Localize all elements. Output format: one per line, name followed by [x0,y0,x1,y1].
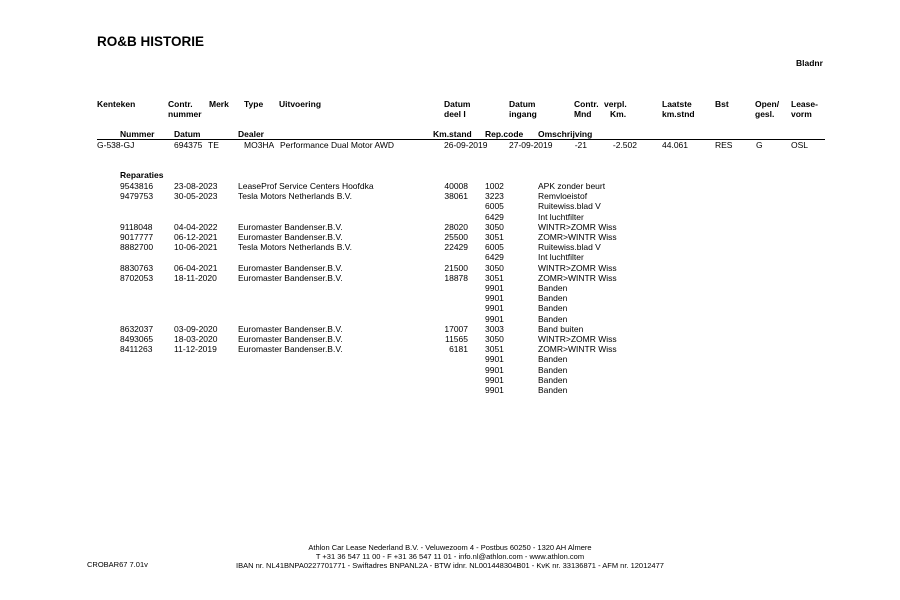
header-merk: Merk [209,99,229,109]
repair-datum: 04-04-2022 [174,221,218,232]
repair-nummer: 8632037 [120,323,154,334]
repair-repcode: 3050 [485,221,504,232]
repair-omschrijving: WINTR>ZOMR Wiss [538,334,617,344]
header-datum-deel-1: Datum [444,99,471,109]
repair-repcode: 3050 [485,262,504,273]
footer-contact: T +31 36 547 11 00 - F +31 36 547 11 01 - info.nl@athlon.com - www.athlon.com [315,552,585,561]
repair-datum: 23-08-2023 [174,181,218,191]
header-type: Type [244,99,264,109]
header-laatste-kmstnd-1: Laatste [662,99,692,109]
repair-repcode: 9901 [485,374,504,385]
header-uitvoering: Uitvoering [279,99,322,109]
repair-kmstand: 6181 [449,344,468,355]
repairs-section-label: Reparaties [120,170,164,180]
repair-nummer: 8882700 [120,242,154,253]
repair-dealer: Tesla Motors Netherlands B.V. [238,191,353,202]
header-contract-nummer-1: Contr. [168,99,193,109]
repair-nummer: 8411263 [120,344,153,355]
repair-repcode: 6429 [485,211,504,222]
header-kenteken: Kenteken [97,99,136,109]
header-open-gesl-1: Open/ [755,99,780,109]
repair-omschrijving: Banden [538,303,568,314]
repair-dealer: Euromaster Bandenser.B.V. [238,344,343,355]
repair-dealer: Tesla Motors Netherlands B.V. [238,242,353,253]
header-verpl-km-1: verpl. [604,99,627,109]
repair-omschrijving: Banden [538,374,568,385]
vehicle-merk: TE [208,140,219,150]
repair-repcode: 9901 [485,283,504,293]
header-laatste-kmstnd-2: km.stnd [662,109,695,119]
repair-kmstand: 25500 [444,232,468,242]
header-datum-deel-2: deel I [444,109,466,119]
repair-repcode: 3051 [485,272,504,283]
header-datum-ingang-2: ingang [509,109,537,119]
footer-address: Athlon Car Lease Nederland B.V. - Veluwezoom 4 - Postbus 60250 - 1320 AH Almere [308,543,592,552]
header-verpl-km-2: Km. [610,109,627,119]
repair-repcode: 3051 [485,232,504,242]
repair-repcode: 6005 [485,201,504,212]
repair-omschrijving: Banden [538,293,568,304]
repair-repcode: 3223 [485,191,504,202]
vehicle-lease-vorm: OSL [791,140,809,150]
header-lease-vorm-2: vorm [791,109,812,119]
header-bst: Bst [715,99,729,109]
vehicle-type: MO3HA [244,140,275,150]
repair-dealer: Euromaster Bandenser.B.V. [238,262,343,273]
vehicle-kenteken: G-538-GJ [97,140,135,150]
repair-repcode: 3050 [485,334,504,344]
repair-repcode: 9901 [485,385,504,395]
repair-kmstand: 28020 [444,221,468,232]
repair-datum: 18-11-2020 [174,272,217,283]
repair-kmstand: 40008 [444,181,468,191]
repair-omschrijving: Banden [538,364,568,375]
repair-dealer: LeaseProf Service Centers Hoofdka [238,181,374,191]
repair-datum: 10-06-2021 [174,242,218,253]
vehicle-contract-nummer: 694375 [174,140,203,150]
repair-nummer: 9017777 [120,232,154,242]
repair-kmstand: 38061 [444,191,468,202]
repair-datum: 06-12-2021 [174,232,218,242]
repair-repcode: 9901 [485,354,504,365]
repair-nummer: 8702053 [120,272,154,283]
repair-omschrijving: Band buiten [538,323,584,334]
repair-dealer: Euromaster Bandenser.B.V. [238,334,343,344]
repair-nummer: 8493065 [120,334,154,344]
repair-nummer: 9543816 [120,181,154,191]
vehicle-verpl-km: -2.502 [612,140,637,150]
repair-repcode: 3051 [485,344,504,355]
subheader-omschrijving: Omschrijving [538,129,593,139]
repair-omschrijving: Int luchtfilter [538,252,584,263]
repair-repcode: 9901 [485,313,504,324]
repair-omschrijving: Banden [538,313,568,324]
repair-repcode: 3003 [485,323,504,334]
report-title: RO&B HISTORIE [97,34,205,49]
repair-repcode: 6429 [485,252,504,263]
repair-omschrijving: ZOMR>WINTR Wiss [538,232,617,242]
repair-omschrijving: APK zonder beurt [538,181,606,191]
repair-datum: 11-12-2019 [174,344,217,355]
repair-omschrijving: Banden [538,283,568,293]
repair-kmstand: 21500 [444,262,468,273]
vehicle-contract-mnd: -21 [574,140,587,150]
footer-legal: IBAN nr. NL41BNPA0227701771 - Swiftadres BNPANL2A - BTW idnr. NL001448304B01 - KvK nr. 33136871 - AFM nr. 12012477 [236,561,664,570]
form-code: CROBAR67 7.01v [87,560,148,569]
subheader-datum: Datum [174,129,201,139]
vehicle-open-gesl: G [756,140,763,150]
vehicle-bst: RES [715,140,733,150]
repair-omschrijving: Ruitewiss.blad V [538,201,601,212]
repair-omschrijving: Banden [538,385,568,395]
repair-nummer: 9479753 [120,191,154,202]
repair-repcode: 1002 [485,181,504,191]
header-contract-nummer-2: nummer [168,109,202,119]
repair-repcode: 9901 [485,364,504,375]
repair-nummer: 8830763 [120,262,154,273]
header-contract-mnd-1: Contr. [574,99,599,109]
repair-dealer: Euromaster Bandenser.B.V. [238,232,343,242]
repair-dealer: Euromaster Bandenser.B.V. [238,272,343,283]
repair-omschrijving: Banden [538,354,568,365]
repair-datum: 30-05-2023 [174,191,218,202]
repair-omschrijving: ZOMR>WINTR Wiss [538,272,617,283]
repair-dealer: Euromaster Bandenser.B.V. [238,221,343,232]
repair-kmstand: 17007 [444,323,468,334]
repair-datum: 18-03-2020 [174,334,218,344]
subheader-nummer: Nummer [120,129,155,139]
repair-kmstand: 18878 [444,272,468,283]
repair-dealer: Euromaster Bandenser.B.V. [238,323,343,334]
repair-omschrijving: Int luchtfilter [538,211,584,222]
repair-omschrijving: WINTR>ZOMR Wiss [538,262,617,273]
page-number-label: Bladnr [796,58,823,68]
repair-datum: 06-04-2021 [174,262,218,273]
repair-nummer: 9118048 [120,221,153,232]
repair-kmstand: 11565 [444,334,468,344]
repair-repcode: 6005 [485,242,504,253]
subheader-dealer: Dealer [238,129,264,139]
repair-omschrijving: WINTR>ZOMR Wiss [538,221,617,232]
vehicle-datum-ingang: 27-09-2019 [509,140,553,150]
header-contract-mnd-2: Mnd [574,109,592,119]
subheader-kmstand: Km.stand [433,129,472,139]
header-datum-ingang-1: Datum [509,99,536,109]
repair-repcode: 9901 [485,293,504,304]
subheader-repcode: Rep.code [485,129,524,139]
header-lease-vorm-1: Lease- [791,99,818,109]
vehicle-laatste-km-stnd: 44.061 [662,140,688,150]
repair-omschrijving: Ruitewiss.blad V [538,242,601,253]
repair-omschrijving: ZOMR>WINTR Wiss [538,344,617,355]
repair-omschrijving: Remvloeistof [538,191,588,202]
repair-datum: 03-09-2020 [174,323,218,334]
header-open-gesl-2: gesl. [755,109,775,119]
vehicle-uitvoering: Performance Dual Motor AWD [280,140,394,150]
repair-kmstand: 22429 [444,242,468,253]
vehicle-datum-deel-1: 26-09-2019 [444,140,488,150]
repair-repcode: 9901 [485,303,504,314]
